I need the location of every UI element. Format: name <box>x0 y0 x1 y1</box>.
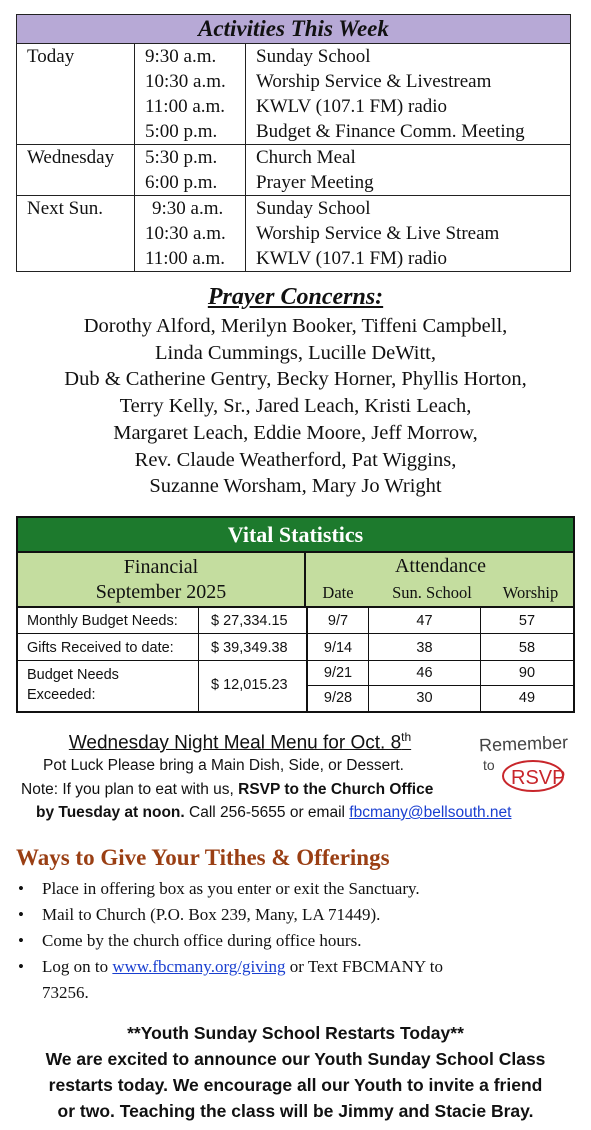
financial-label: Financial <box>123 556 199 578</box>
activity-row <box>17 246 570 271</box>
prayer-list <box>0 313 591 500</box>
activity-event: KWLV (107.1 FM) radio <box>256 248 448 269</box>
budget-needs-label: Monthly Budget Needs: <box>27 613 178 629</box>
attendance-label: Attendance <box>394 555 487 577</box>
give-list <box>18 876 578 1006</box>
budget-needs-value: $ 27,334.15 <box>211 613 288 629</box>
remember-to-rsvp-logo <box>477 728 569 794</box>
activity-event: Church Meal <box>256 147 356 168</box>
prayer-line: Dorothy Alford, Merilyn Booker, Tiffeni Campbell, <box>83 315 508 337</box>
activities-title: Activities This Week <box>17 15 570 44</box>
activity-row <box>17 196 570 221</box>
activity-row <box>17 170 570 195</box>
activity-time: 11:00 a.m. <box>135 246 246 271</box>
activity-day: Wednesday <box>17 145 135 170</box>
att-date: 9/7 <box>327 613 349 629</box>
activity-time: 10:30 a.m. <box>135 221 246 246</box>
activity-row <box>17 119 570 144</box>
vital-grid <box>18 608 573 711</box>
att-school: 30 <box>416 690 433 706</box>
prayer-line: Terry Kelly, Sr., Jared Leach, Kristi Leach, <box>119 395 472 418</box>
att-school: 38 <box>416 640 433 656</box>
activity-day: Next Sun. <box>17 196 135 221</box>
activity-event: Sunday School <box>256 198 371 219</box>
youth-line: restarts today. We encourage all our Youth to invite a friend <box>48 1075 543 1095</box>
activities-group-next-sunday <box>17 196 570 271</box>
activity-time: 6:00 p.m. <box>135 170 246 195</box>
svg-text:Remember: Remember <box>478 732 569 756</box>
activity-event: KWLV (107.1 FM) radio <box>256 96 448 117</box>
att-worship: 49 <box>518 690 536 706</box>
activity-event: Prayer Meeting <box>256 172 374 193</box>
activity-time: 5:30 p.m. <box>135 145 246 170</box>
activity-time: 9:30 a.m. <box>135 196 246 221</box>
meal-line-1: Pot Luck Please bring a Main Dish, Side, or Dessert. <box>43 757 404 774</box>
email-link[interactable]: fbcmany@bellsouth.net <box>349 804 512 821</box>
prayer-line: Rev. Claude Weatherford, Pat Wiggins, <box>134 448 457 471</box>
budget-exceeded-label: Budget Needs Exceeded: <box>27 667 119 703</box>
financial-header <box>18 553 306 606</box>
activity-event: Sunday School <box>256 46 371 67</box>
col-date: Date <box>322 583 354 602</box>
att-date: 9/21 <box>323 665 353 681</box>
youth-heading: **Youth Sunday School Restarts Today** <box>127 1023 464 1043</box>
activity-row <box>17 94 570 119</box>
activity-event: Budget & Finance Comm. Meeting <box>256 121 525 142</box>
prayer-line: Dub & Catherine Gentry, Becky Horner, Phyllis Horton, <box>64 368 527 391</box>
activities-table <box>16 14 571 272</box>
att-date: 9/14 <box>323 640 353 656</box>
give-item: • Place in offering box as you enter or exit the Sanctuary. <box>18 879 420 898</box>
giving-link[interactable]: www.fbcmany.org/giving <box>112 957 286 976</box>
activities-group-today <box>17 44 570 145</box>
activity-time: 9:30 a.m. <box>135 44 246 69</box>
vital-subheader <box>18 553 573 608</box>
meal-title: Wednesday Night Meal Menu for Oct. 8th <box>68 730 412 754</box>
att-worship: 58 <box>518 640 536 656</box>
activity-day: Today <box>17 44 135 69</box>
activity-row <box>17 145 570 170</box>
meal-line-3: by Tuesday at noon. Call 256-5655 or email fbcmany@bellsouth.net <box>36 804 512 821</box>
budget-exceeded-value: $ 12,015.23 <box>211 677 288 693</box>
col-sunday-school: Sun. School <box>392 583 472 602</box>
activity-event: Worship Service & Livestream <box>256 71 492 92</box>
vital-statistics-table <box>16 516 575 713</box>
youth-line: or two. Teaching the class will be Jimmy and Stacie Bray. <box>57 1101 534 1121</box>
youth-announcement <box>0 1020 591 1124</box>
give-item: • Come by the church office during office hours. <box>18 931 362 950</box>
prayer-line: Suzanne Worsham, Mary Jo Wright <box>149 475 442 498</box>
activity-time: 10:30 a.m. <box>135 69 246 94</box>
financial-period: September 2025 <box>95 581 227 603</box>
activity-row <box>17 44 570 69</box>
give-item: • Log on to www.fbcmany.org/giving or Text FBCMANY to 73256. <box>18 957 443 1002</box>
meal-line-2: Note: If you plan to eat with us, RSVP to the Church Office <box>21 781 434 798</box>
give-item: • Mail to Church (P.O. Box 239, Many, LA 71449). <box>18 905 381 924</box>
prayer-line: Margaret Leach, Eddie Moore, Jeff Morrow, <box>113 421 478 444</box>
svg-text:RSVP: RSVP <box>511 767 566 789</box>
prayer-title: Prayer Concerns: <box>207 284 384 310</box>
att-date: 9/28 <box>323 690 353 706</box>
activity-time: 11:00 a.m. <box>135 94 246 119</box>
att-school: 47 <box>416 613 433 629</box>
prayer-line: Linda Cummings, Lucille DeWitt, <box>154 341 436 364</box>
activity-row <box>17 221 570 246</box>
activity-row <box>17 69 570 94</box>
activities-group-wednesday <box>17 145 570 196</box>
att-worship: 57 <box>518 613 536 629</box>
gifts-received-value: $ 39,349.38 <box>211 640 288 656</box>
svg-text:to: to <box>483 757 495 773</box>
gifts-received-label: Gifts Received to date: <box>27 640 174 656</box>
give-title: Ways to Give Your Tithes & Offerings <box>16 845 390 870</box>
col-worship: Worship <box>502 583 559 602</box>
att-school: 46 <box>416 665 433 681</box>
activity-event: Worship Service & Live Stream <box>256 223 500 244</box>
youth-line: We are excited to announce our Youth Sunday School Class <box>45 1049 546 1069</box>
vital-title: Vital Statistics <box>18 518 573 553</box>
activity-time: 5:00 p.m. <box>135 119 246 144</box>
att-worship: 90 <box>518 665 536 681</box>
